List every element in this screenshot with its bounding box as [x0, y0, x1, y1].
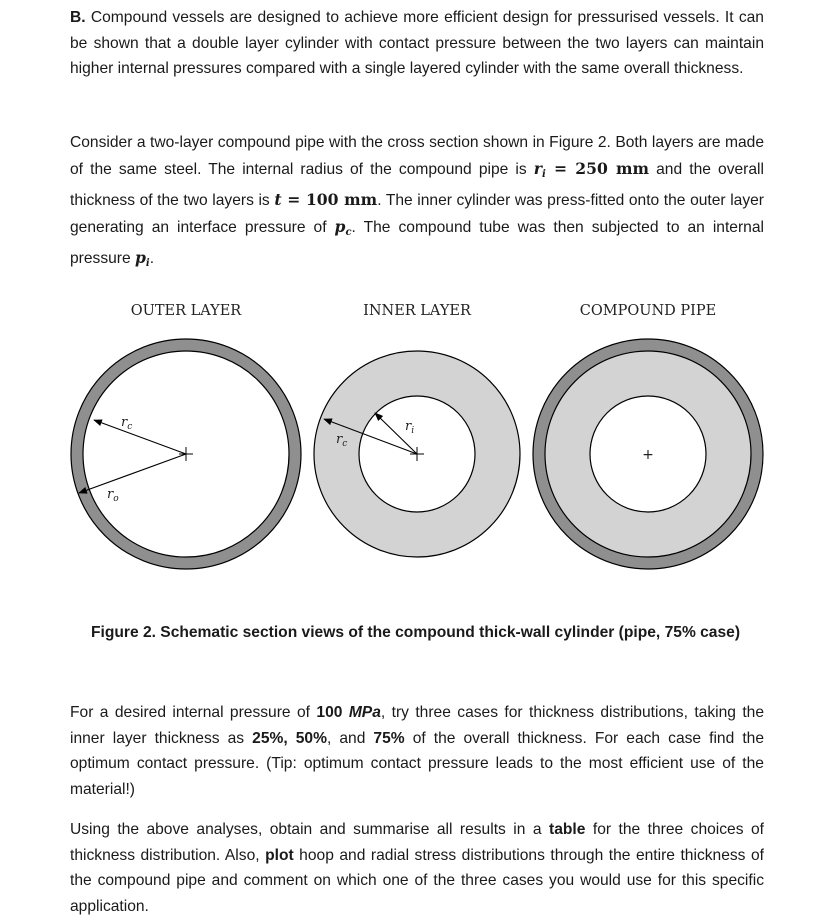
t-equals: =	[281, 190, 306, 209]
ri-subscript: i	[542, 168, 546, 180]
t-symbol: t	[274, 190, 282, 209]
problem-text-1: Consider a two-layer compound pipe with the cross section shown in Figure 2. Both layers are made of the same steel. The internal radius of the compound pipe is	[70, 134, 764, 178]
cases-text-1: For a desired internal pressure of	[70, 704, 317, 721]
ri-label: $r_i$	[405, 419, 415, 436]
pi-symbol: p	[135, 248, 146, 267]
cases-text-4: of the overall thickness. For each case find the optimum contact pressure. (Tip: optimum contact pressure leads to the most efficient use of the material!)	[70, 729, 764, 798]
cross-section-figure	[0, 290, 831, 610]
rc-label-inner: $r_c$	[336, 432, 348, 449]
intro-text: Compound vessels are designed to achieve more efficient design for pressurised vessels. It can be shown that a double layer cylinder with contact pressure between the two layers can maintain higher internal pressures compared with a single layered cylinder with the same overall thickness.	[70, 9, 764, 77]
cases-paragraph	[70, 700, 764, 802]
outer-layer-diagram	[71, 339, 301, 569]
problem-text-5: .	[149, 250, 155, 267]
summary-text-1: Using the above analyses, obtain and summarise all results in a	[70, 821, 550, 838]
compound-centre-mark: +	[642, 447, 654, 463]
outer-layer-title: OUTER LAYER	[130, 303, 242, 319]
percent-75: 75%	[373, 729, 405, 747]
plot-keyword: plot	[265, 846, 294, 864]
ri-equals: =	[545, 158, 576, 178]
problem-text-4: . The compound tube was then subjected to an internal pressure	[70, 218, 764, 267]
compound-pipe-diagram	[533, 339, 763, 569]
cases-text-3: , and	[326, 729, 374, 747]
pressure-value: 100 MPa	[316, 704, 381, 721]
summary-text-3: hoop and radial stress distributions through the entire thickness of the compound pipe and comment on which one of the three cases you would use for this specific application.	[70, 846, 764, 915]
percent-25-50: 25%, 50%	[252, 729, 327, 747]
ri-value: 250 mm	[575, 158, 650, 178]
table-keyword: table	[549, 821, 586, 838]
figure-caption: Figure 2. Schematic section views of the compound thick-wall cylinder (pipe, 75% case)	[90, 624, 741, 641]
inner-layer-title: INNER LAYER	[363, 303, 471, 319]
ro-label: $r_o$	[107, 487, 119, 504]
pi-subscript: i	[145, 258, 150, 269]
intro-paragraph	[70, 5, 764, 82]
rc-label-outer: $r_c$	[121, 415, 133, 432]
t-value: 100 mm	[305, 190, 378, 209]
summary-text-2: for the three choices of thickness distribution. Also,	[70, 821, 764, 864]
pc-symbol: p	[334, 216, 346, 236]
compound-pipe-title: COMPOUND PIPE	[579, 303, 717, 319]
section-label: B.	[70, 9, 86, 26]
problem-text-2: and the overall thickness of the two layers is	[70, 160, 764, 209]
inner-layer-diagram	[314, 351, 520, 557]
cases-text-2: , try three cases for thickness distributions, taking the inner layer thickness as	[70, 704, 764, 747]
summary-paragraph	[70, 817, 764, 919]
ri-symbol: r	[533, 158, 542, 178]
problem-text-3: . The inner cylinder was press-fitted onto the outer layer generating an interface pressure of	[70, 192, 764, 236]
problem-paragraph	[70, 130, 764, 277]
pc-subscript: c	[345, 226, 352, 238]
